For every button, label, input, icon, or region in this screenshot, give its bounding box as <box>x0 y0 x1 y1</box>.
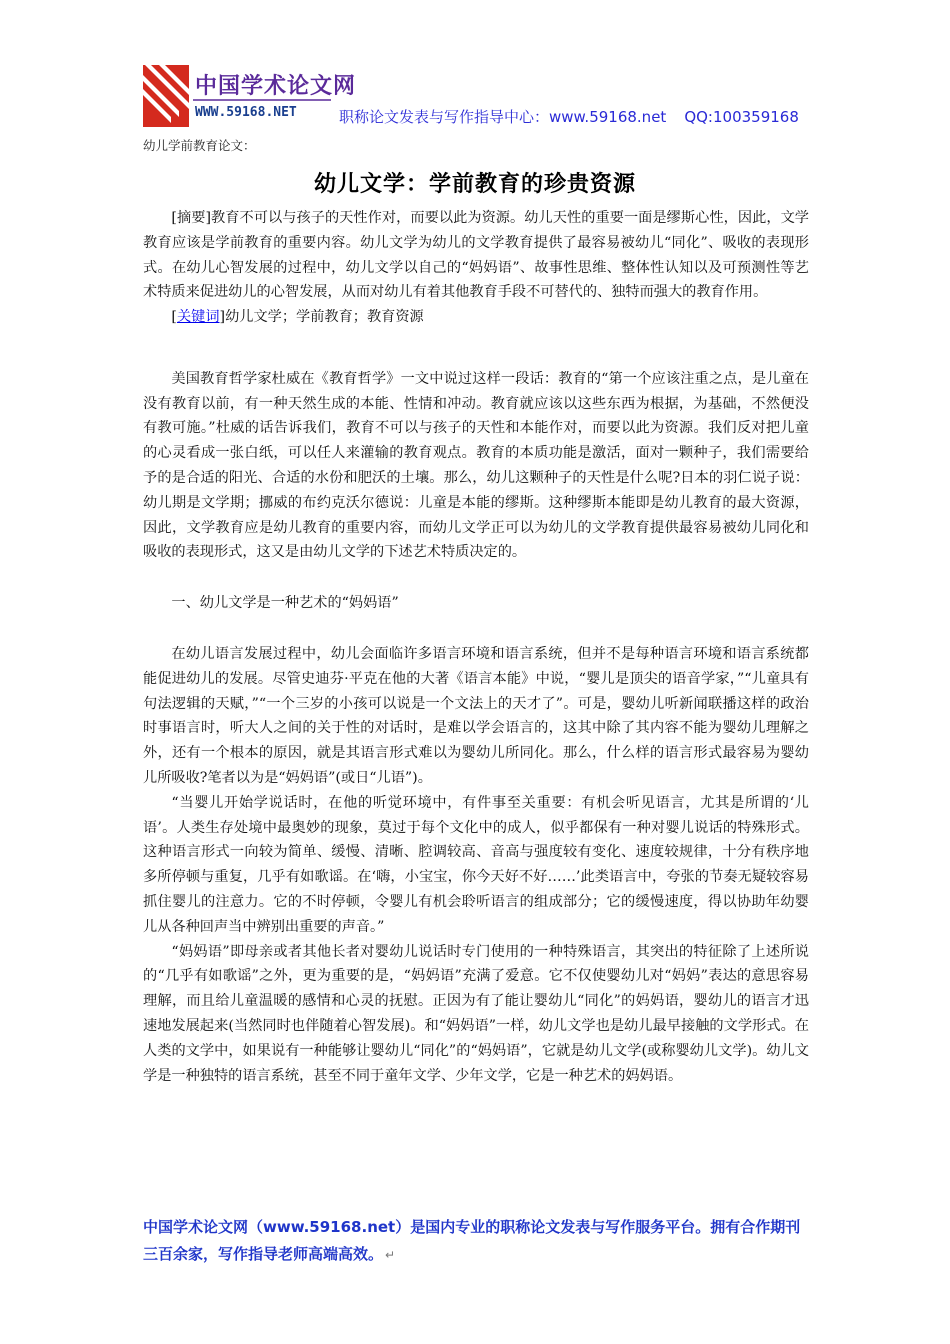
body-paragraph: 在幼儿语言发展过程中，幼儿会面临许多语言环境和语言系统，但并不是每种语言环境和语言系统都能促进幼儿的发展。尽管史迪芬·平克在他的大著《语言本能》中说，“婴儿是顶尖的语音学家，”“儿童具有句法逻辑的天赋，”“一个三岁的小孩可以说是一个文法上的天才了”。可是，婴幼儿听新闻联播这样的政治时事语言时，听大人之间的关于性的对话时，是难以学会语言的，这其中除了其内容不能为婴幼儿理解之外，还有一个根本的原因，就是其语言形式难以为婴幼儿所同化。那么，什么样的语言形式最容易为婴幼儿所吸收?笔者以为是“妈妈语”(或日“儿语”)。 <box>143 645 809 786</box>
spacer <box>143 565 809 591</box>
keywords-bracket-close: ] <box>219 309 226 326</box>
site-tagline <box>339 106 799 127</box>
footer-promo <box>143 1214 813 1269</box>
section-heading: 一、幼儿文学是一种艺术的“妈妈语” <box>171 595 399 612</box>
qq-contact: QQ:100359168 <box>684 108 799 126</box>
paragraph-return-icon: ↵ <box>385 1248 396 1262</box>
spacer <box>143 330 809 355</box>
logo-text: 中国学术论文网 <box>195 74 357 99</box>
tagline-link[interactable]: 职称论文发表与写作指导中心：www.59168.net <box>339 108 667 126</box>
keywords-bracket-open: [ <box>171 309 177 326</box>
body-paragraph: 美国教育哲学家杜威在《教育哲学》一文中说过这样一段话：教育的“第一个应该注重之点，是儿童在没有教育以前，有一种天然生成的本能、性情和冲动。教育就应该以这些东西为根据，为基础，不然便没有教可施。”杜威的话告诉我们，教育不可以与孩子的天性和本能作对，而要以此为资源。我们反对把儿童的心灵看成一张白纸，可以任人来灌输的教育观点。教育的本质功能是激活，面对一颗种子，我们需要给予的是合适的阳光、合适的水份和肥沃的土壤。那么，幼儿这颗种子的天性是什么呢?日本的羽仁说子说：幼儿期是文学期；挪威的布约克沃尔德说：儿童是本能的缪斯。这种缪斯本能即是幼儿教育的最大资源，因此，文学教育应是幼儿教育的重要内容，而幼儿文学正可以为幼儿的文学教育提供最容易被幼儿同化和吸收的表现形式，这又是由幼儿文学的下述艺术特质决定的。 <box>143 370 809 561</box>
keywords-link[interactable]: 关键词 <box>176 309 220 326</box>
body-paragraph: “妈妈语”即母亲或者其他长者对婴幼儿说话时专门使用的一种特殊语言，其突出的特征除了上述所说的“几乎有如歌谣”之外，更为重要的是，“妈妈语”充满了爱意。它不仅使婴幼儿对“妈妈”表达的意思容易理解，而且给儿童温暖的感情和心灵的抚慰。正因为有了能让婴幼儿“同化”的妈妈语，婴幼儿的语言才迅速地发展起来(当然同时也伴随着心智发展)。和“妈妈语”一样，幼儿文学也是幼儿最早接触的文学形式。在人类的文学中，如果说有一种能够让婴幼儿“同化”的“妈妈语”，它就是幼儿文学(或称婴幼儿文学)。幼儿文学是一种独特的语言系统，甚至不同于童年文学、少年文学，它是一种艺术的妈妈语。 <box>143 943 809 1084</box>
logo-url[interactable]: WWW.59168.NET <box>195 105 297 120</box>
keywords-text: 幼儿文学；学前教育；教育资源 <box>225 309 424 326</box>
page-title: 幼儿文学：学前教育的珍贵资源 <box>313 172 636 197</box>
spacer <box>143 616 809 642</box>
site-header <box>143 65 813 127</box>
footer-text[interactable]: 中国学术论文网（www.59168.net）是国内专业的职称论文发表与写作服务平台。拥有合作期刊三百余家，写作指导老师高端高效。 <box>143 1218 801 1263</box>
article-body <box>143 206 809 1088</box>
quote-paragraph: “当婴儿开始学说话时，在他的听觉环境中，有件事至关重要：有机会听见语言，尤其是所谓的‘儿语’。人类生存处境中最奥妙的现象，莫过于每个文化中的成人，似乎都保有一种对婴儿说话的特殊形式。这种语言形式一向较为简单、缓慢、清晰、腔调较高、音高与强度较有变化、速度较规律，十分有秩序地多所停顿与重复，几乎有如歌谣。在‘嗨，小宝宝，你今天好不好……’此类语言中，夸张的节奏无疑较容易抓住婴儿的注意力。它的不时停顿，令婴儿有机会聆听语言的组成部分；它的缓慢速度，得以协助年幼婴儿从各种回声当中辨别出重要的声音。” <box>143 794 809 935</box>
keywords-line <box>143 305 809 330</box>
spacer <box>143 355 809 367</box>
article-category: 幼儿学前教育论文： <box>143 138 256 153</box>
abstract-paragraph: [摘要]教育不可以与孩子的天性作对，而要以此为资源。幼儿天性的重要一面是缪斯心性，因此，文学教育应该是学前教育的重要内容。幼儿文学为幼儿的文学教育提供了最容易被幼儿“同化”、吸收的表现形式。在幼儿心智发展的过程中，幼儿文学以自己的“妈妈语”、故事性思维、整体性认知以及可预测性等艺术特质来促进幼儿的心智发展，从而对幼儿有着其他教育手段不可替代的、独特而强大的教育作用。 <box>143 210 809 301</box>
